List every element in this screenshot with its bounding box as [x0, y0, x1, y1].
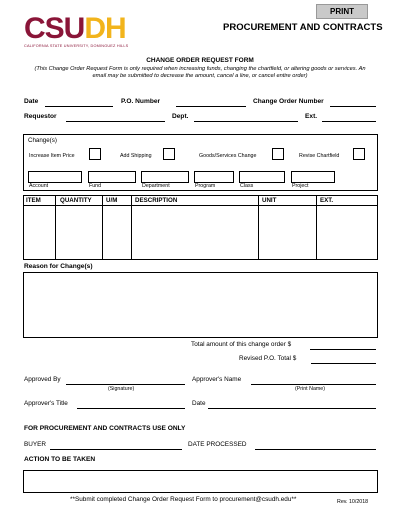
- revise-chartfield-checkbox[interactable]: [353, 148, 365, 160]
- logo-subtitle: CALIFORNIA STATE UNIVERSITY, DOMINGUEZ HILLS: [24, 44, 129, 48]
- action-textarea[interactable]: [23, 470, 378, 493]
- account-input[interactable]: [28, 171, 82, 183]
- column-header-quantity: QUANTITY: [60, 197, 92, 204]
- items-table-divider: [131, 195, 132, 259]
- action-label: ACTION TO BE TAKEN: [24, 456, 96, 463]
- approved-by-label: Approved By: [24, 376, 61, 383]
- change-order-number-label: Change Order Number: [253, 98, 324, 105]
- items-table-divider: [258, 195, 259, 259]
- date-field[interactable]: [45, 106, 113, 107]
- column-header-unit: UNIT: [262, 197, 277, 204]
- form-title: CHANGE ORDER REQUEST FORM: [146, 57, 254, 64]
- revise-chartfield-label: Revise Chartfield: [299, 153, 340, 159]
- column-header-um: U/M: [106, 197, 118, 204]
- requestor-label: Requestor: [24, 113, 57, 120]
- print-button[interactable]: PRINT: [316, 4, 368, 19]
- logo-text-dh: DH: [84, 12, 126, 45]
- class-input[interactable]: [239, 171, 285, 183]
- dept-field[interactable]: [194, 121, 298, 122]
- total-amount-field[interactable]: [310, 349, 376, 350]
- increase-item-price-checkbox[interactable]: [89, 148, 101, 160]
- items-table-divider: [316, 195, 317, 259]
- logo-text-csu: CSU: [24, 12, 85, 45]
- signature-caption: (Signature): [108, 386, 135, 392]
- department-title: PROCUREMENT AND CONTRACTS: [223, 22, 383, 33]
- ext-field[interactable]: [322, 121, 376, 122]
- po-number-field[interactable]: [176, 106, 246, 107]
- approvers-name-label: Approver's Name: [192, 376, 242, 383]
- submission-note: **Submit completed Change Order Request Form to procurement@csudh.edu**: [70, 496, 297, 503]
- approval-date-field[interactable]: [208, 408, 376, 409]
- changes-title: Change(s): [28, 137, 57, 144]
- approval-date-label: Date: [192, 400, 206, 407]
- date-processed-field[interactable]: [255, 449, 376, 450]
- revised-total-field[interactable]: [311, 363, 376, 364]
- print-name-caption: (Print Name): [295, 386, 326, 392]
- csudh-logo: [24, 14, 126, 44]
- add-shipping-label: Add Shipping: [120, 153, 152, 159]
- approvers-name-field[interactable]: [251, 384, 376, 385]
- approvers-title-field[interactable]: [77, 408, 185, 409]
- reason-textarea[interactable]: [23, 272, 378, 338]
- reason-label: Reason for Change(s): [24, 263, 93, 270]
- buyer-field[interactable]: [50, 449, 182, 450]
- items-table-divider: [55, 195, 56, 259]
- po-number-label: P.O. Number: [121, 98, 161, 105]
- program-input[interactable]: [194, 171, 234, 183]
- goods-services-change-label: Goods/Services Change: [199, 153, 257, 159]
- items-table-divider: [102, 195, 103, 259]
- project-input[interactable]: [291, 171, 335, 183]
- items-table-header-divider: [23, 205, 378, 206]
- project-label: Project: [292, 183, 309, 189]
- requestor-field[interactable]: [66, 121, 165, 122]
- buyer-label: BUYER: [24, 441, 47, 448]
- dept-label: Dept.: [172, 113, 189, 120]
- increase-item-price-label: Increase Item Price: [29, 153, 75, 159]
- date-label: Date: [24, 98, 39, 105]
- goods-services-change-checkbox[interactable]: [272, 148, 284, 160]
- add-shipping-checkbox[interactable]: [163, 148, 175, 160]
- total-amount-label: Total amount of this change order $: [191, 341, 292, 348]
- approvers-title-label: Approver's Title: [24, 400, 68, 407]
- change-order-number-field[interactable]: [330, 106, 376, 107]
- revision-label: Rev. 10/2018: [337, 499, 369, 505]
- column-header-ext: EXT.: [320, 197, 334, 204]
- account-label: Account: [29, 183, 49, 189]
- class-label: Class: [240, 183, 254, 189]
- date-processed-label: DATE PROCESSED: [188, 441, 247, 448]
- ext-label: Ext.: [305, 113, 318, 120]
- form-subtitle: (This Change Order Request Form is only required when increasing funds, changing the chartfield, or altering goods or services. An email may be submitted to decrease the amount, cancel a line, or cancel entire order): [34, 66, 366, 79]
- revised-total-label: Revised P.O. Total $: [239, 355, 297, 362]
- department-input[interactable]: [141, 171, 189, 183]
- office-use-title: FOR PROCUREMENT AND CONTRACTS USE ONLY: [24, 425, 186, 432]
- fund-label: Fund: [89, 183, 102, 189]
- column-header-item: ITEM: [26, 197, 41, 204]
- approved-by-field[interactable]: [66, 384, 185, 385]
- fund-input[interactable]: [88, 171, 136, 183]
- program-label: Program: [195, 183, 216, 189]
- department-label: Department: [142, 183, 170, 189]
- column-header-description: DESCRIPTION: [135, 197, 178, 204]
